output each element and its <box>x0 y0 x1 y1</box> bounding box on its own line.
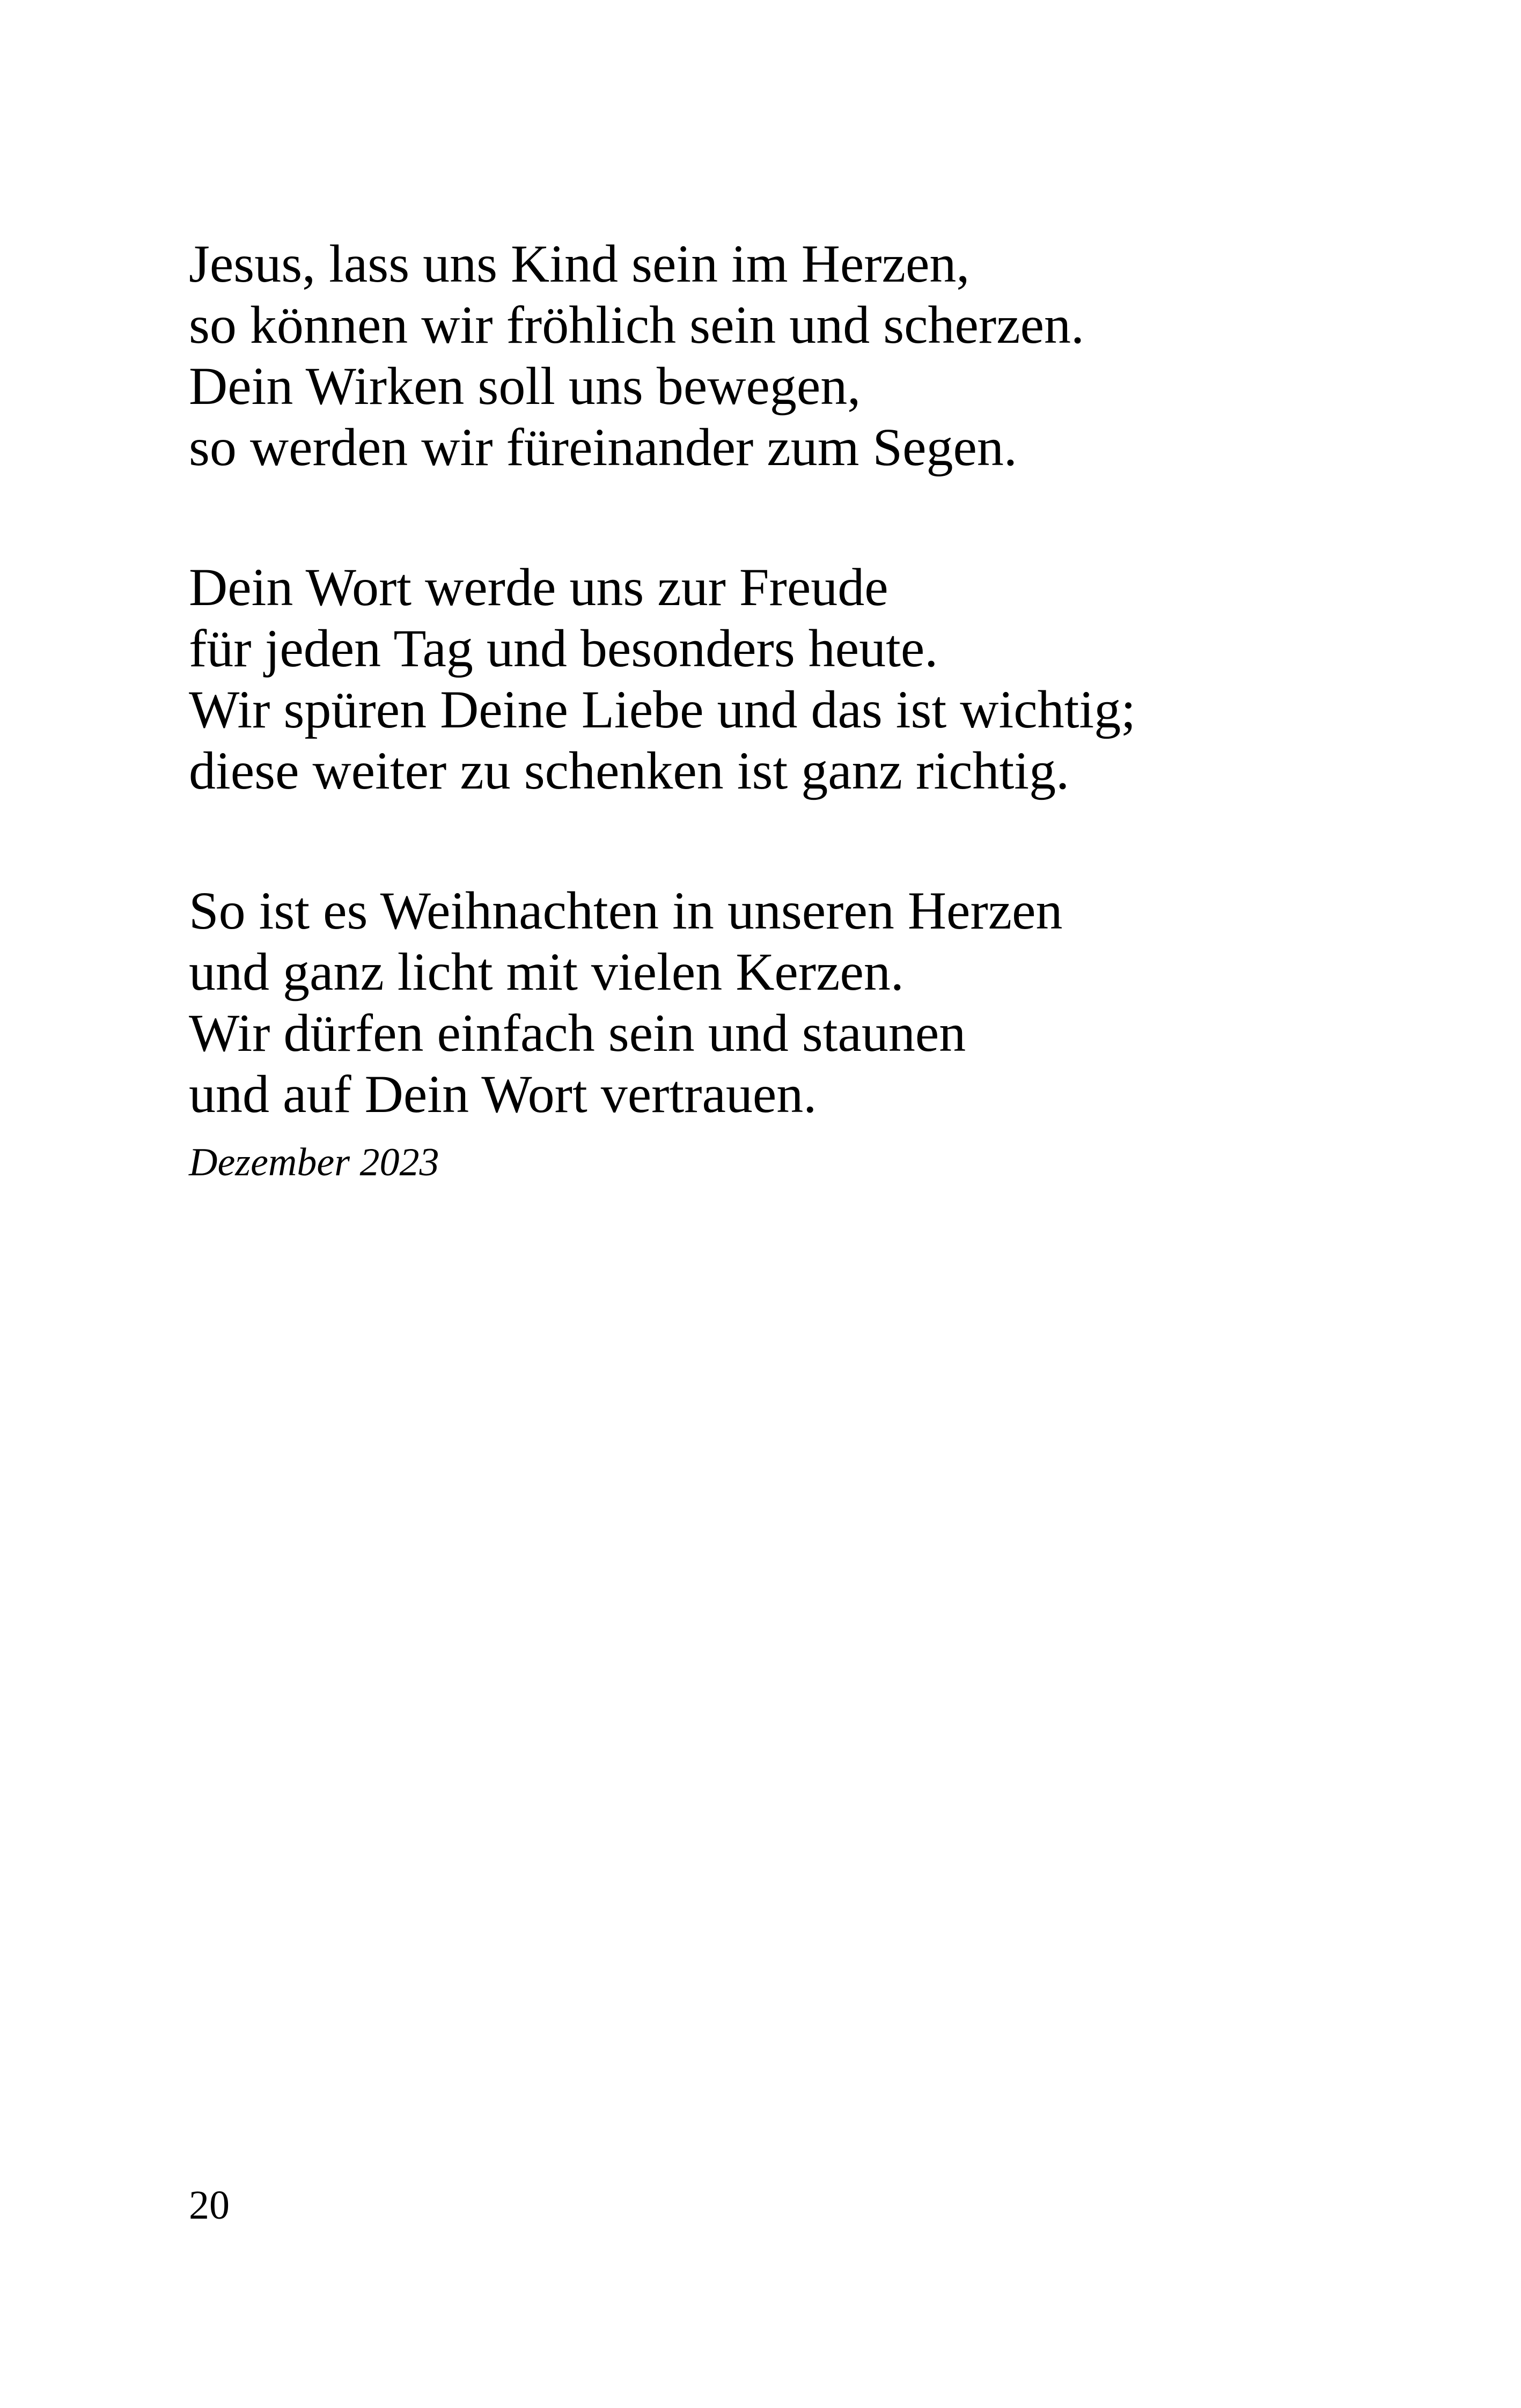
poem-line: für jeden Tag und besonders heute. <box>189 618 938 678</box>
poem-line: und ganz licht mit vielen Kerzen. <box>189 942 904 1002</box>
poem-line: diese weiter zu schenken ist ganz richtig. <box>189 741 1070 800</box>
poem-line: Wir spüren Deine Liebe und das ist wichtig; <box>189 680 1136 739</box>
stanza-2 <box>189 557 1369 801</box>
poem-line: Dein Wort werde uns zur Freude <box>189 557 888 617</box>
page-number: 20 <box>189 2183 230 2228</box>
poem-line: so werden wir füreinander zum Segen. <box>189 417 1017 477</box>
poem-line: Dein Wirken soll uns bewegen, <box>189 356 861 416</box>
poem-line: So ist es Weihnachten in unseren Herzen <box>189 881 1063 940</box>
poem-line: Jesus, lass uns Kind sein im Herzen, <box>189 234 970 293</box>
stanza-1 <box>189 233 1369 478</box>
poem-date: Dezember 2023 <box>189 1140 439 1184</box>
poem-line: und auf Dein Wort vertrauen. <box>189 1064 817 1124</box>
poem-line: Wir dürfen einfach sein und staunen <box>189 1003 966 1063</box>
stanza-3 <box>189 880 1369 1125</box>
poem <box>189 233 1369 1204</box>
poem-line: so können wir fröhlich sein und scherzen. <box>189 295 1084 355</box>
